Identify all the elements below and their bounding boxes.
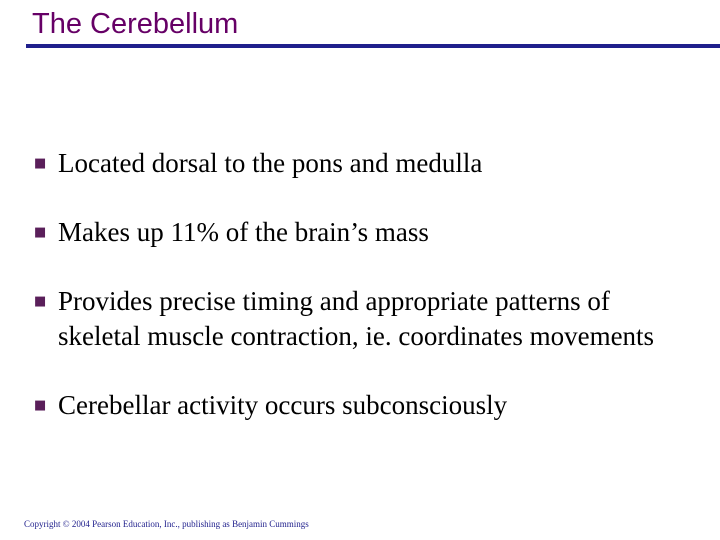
bullet-item-2 — [34, 215, 694, 250]
square-bullet-icon: ■ — [34, 294, 47, 309]
bullet-item-3 — [34, 284, 694, 354]
square-bullet-icon: ■ — [34, 225, 47, 240]
square-bullet-icon: ■ — [34, 156, 47, 171]
bullet-text-4: Cerebellar activity occurs subconsciously — [58, 390, 508, 420]
square-bullet-icon: ■ — [34, 398, 47, 413]
bullet-list — [34, 146, 694, 457]
bullet-item-4 — [34, 388, 694, 423]
title-underline — [26, 44, 720, 48]
bullet-item-1 — [34, 146, 694, 181]
bullet-text-3: Provides precise timing and appropriate patterns of skeletal muscle contraction, ie. coordinates movements — [58, 286, 655, 351]
bullet-text-1: Located dorsal to the pons and medulla — [58, 148, 483, 178]
copyright-footer: Copyright © 2004 Pearson Education, Inc., publishing as Benjamin Cummings — [24, 519, 309, 529]
bullet-text-2: Makes up 11% of the brain’s mass — [58, 217, 429, 247]
slide-title: The Cerebellum — [32, 8, 239, 40]
